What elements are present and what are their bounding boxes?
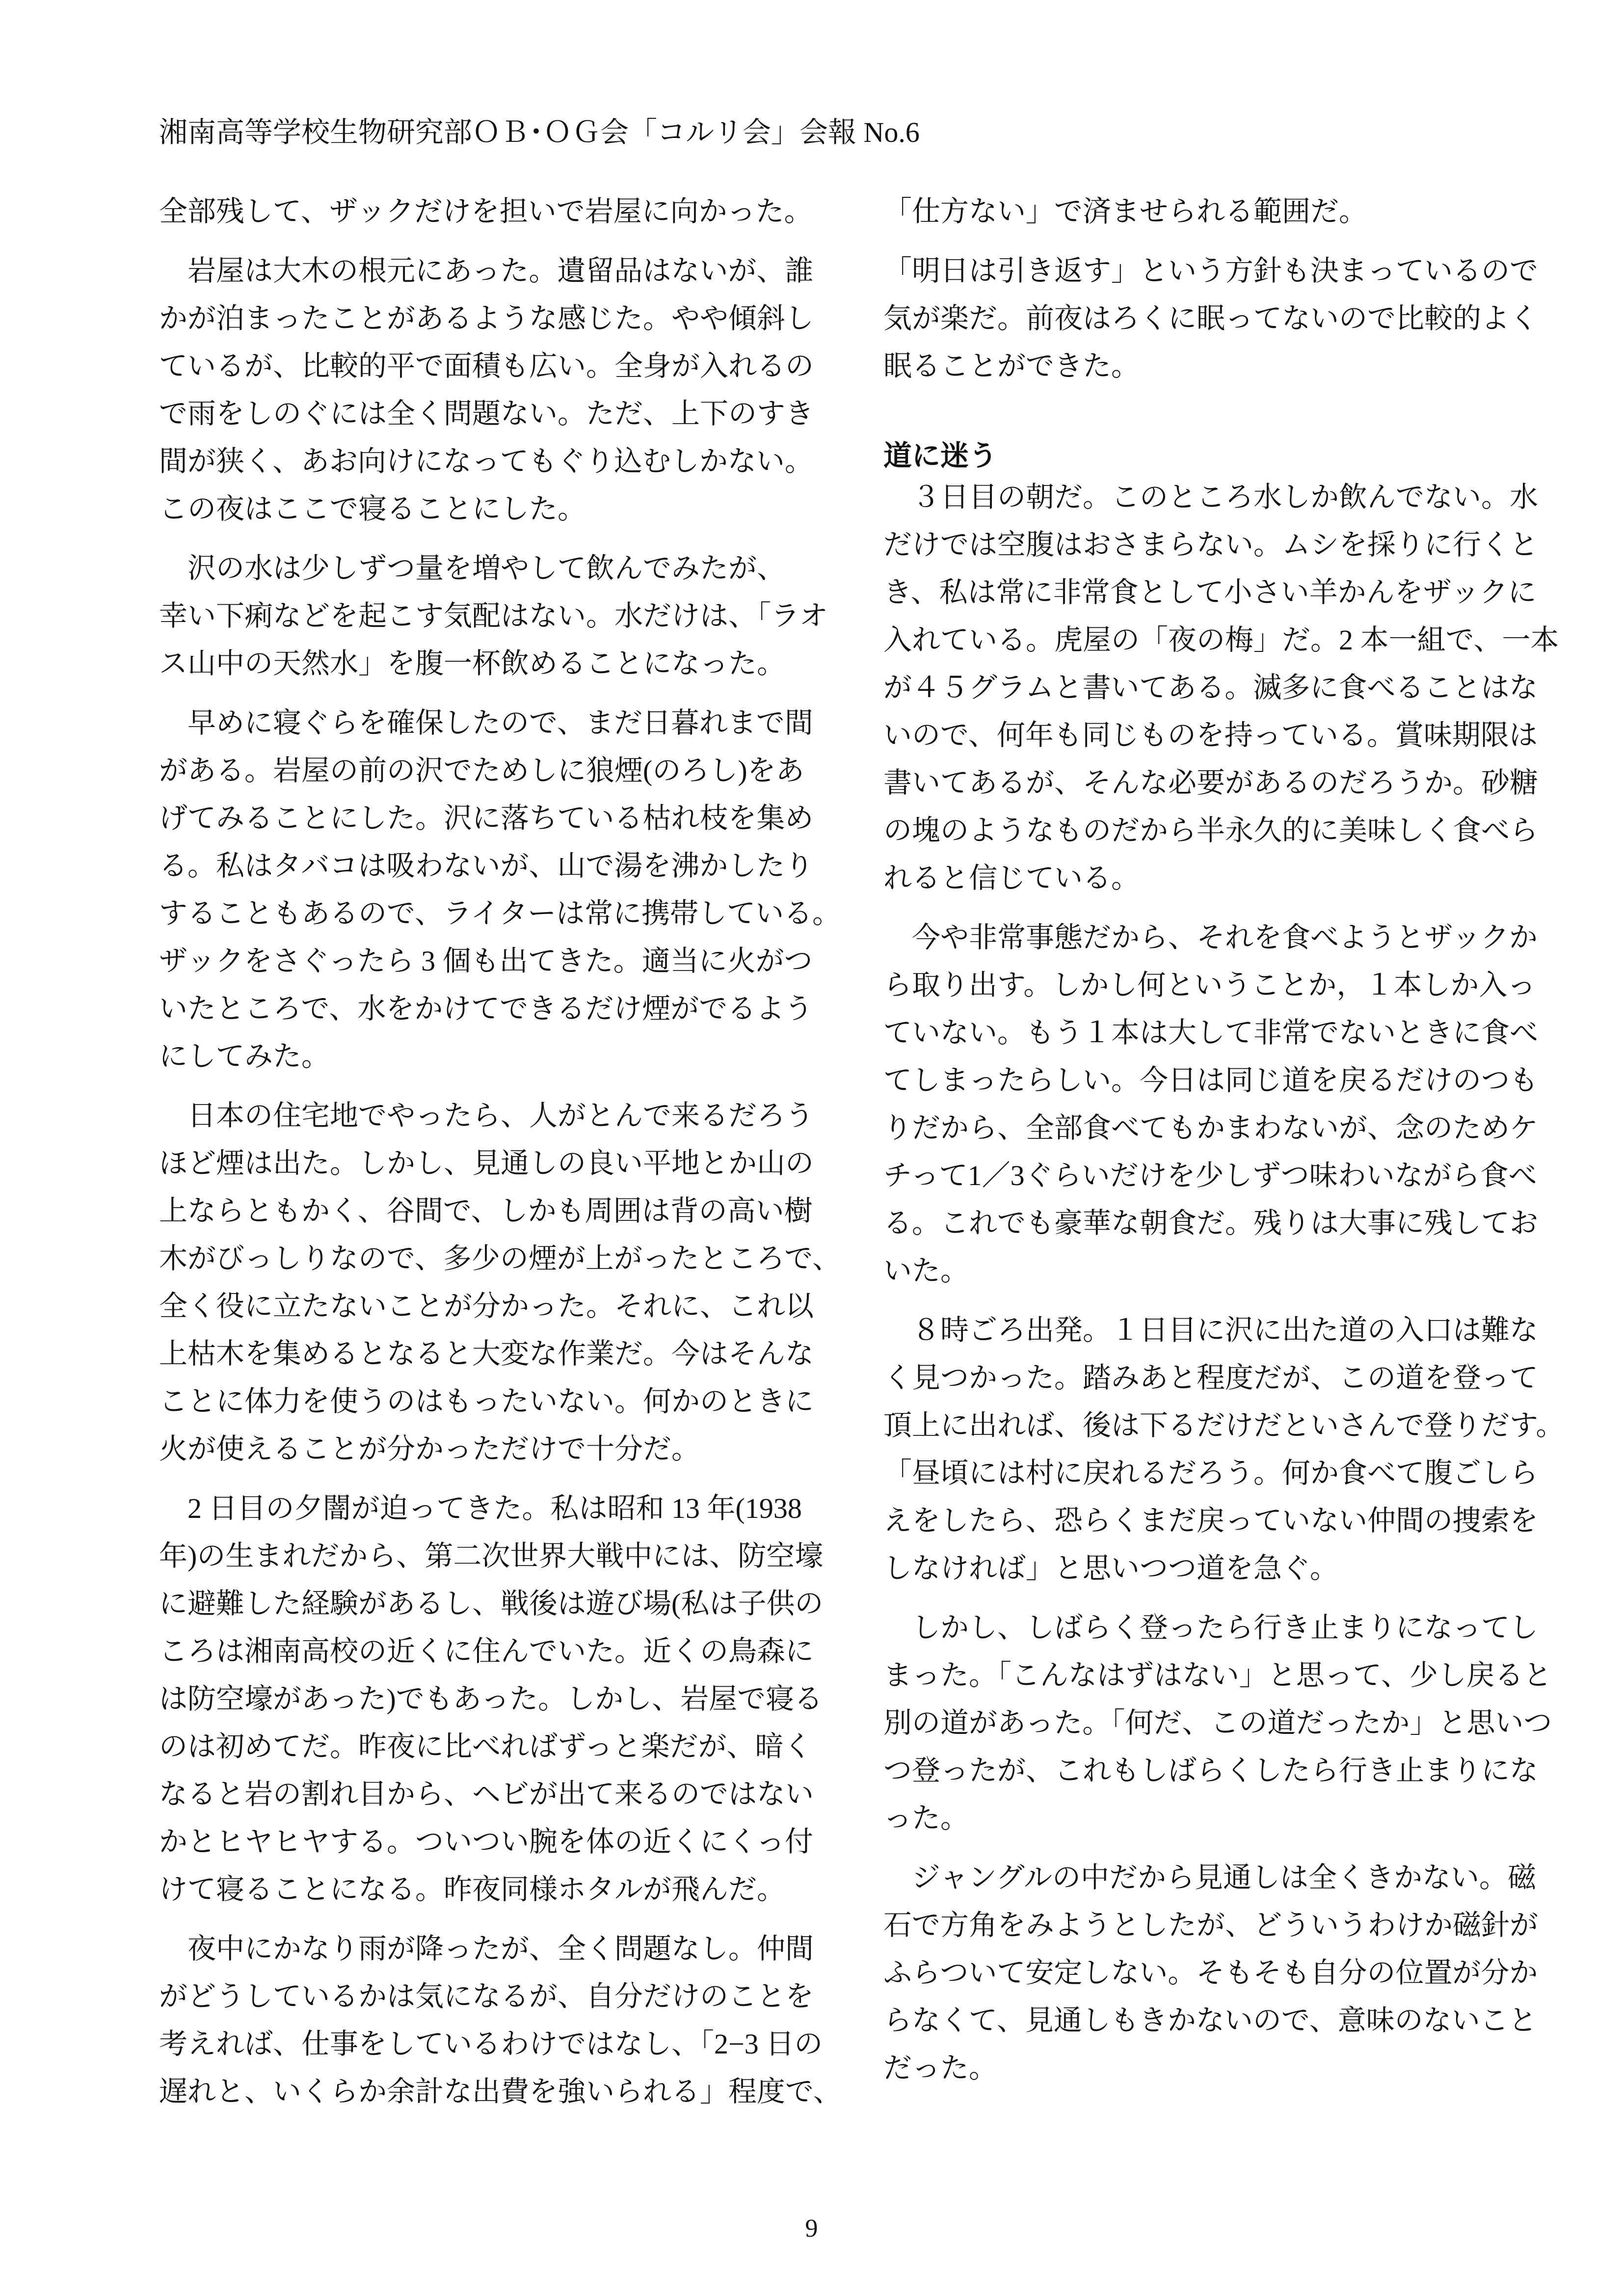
text-line: ているが、比較的平で面積も広い。全身が入れるの <box>159 350 814 382</box>
text-line: けて寝ることになる。昨夜同様ホタルが飛んだ。 <box>159 1873 786 1905</box>
paragraph <box>159 699 846 1080</box>
text-line: のは初めてだ。昨夜に比べればずっと楽だが、暗く <box>159 1730 812 1762</box>
text-line: 「明日は引き返す」という方針も決まっているので <box>883 255 1539 287</box>
text-line: の塊のようなものだから半永久的に美味しく食べら <box>883 814 1539 846</box>
text-line: えをしたら、恐らくまだ戻っていない仲間の捜索を <box>883 1505 1539 1537</box>
text-line: 遅れと、いくらか余計な出費を強いられる」程度で、 <box>159 2076 842 2107</box>
text-line: ら取り出す。しかし何ということか，１本しか入っ <box>883 969 1536 1001</box>
text-line: 木がびっしりなので、多少の煙が上がったところで、 <box>159 1243 841 1274</box>
text-line: き、私は常に非常食として小さい羊かんをザックに <box>883 576 1537 608</box>
paragraph <box>883 247 1570 390</box>
section-heading: 道に迷う <box>883 440 998 472</box>
text-line: 石で方角をみようとしたが、どういうわけか磁針が <box>883 1909 1539 1941</box>
text-line: がある。岩屋の前の沢でためしに狼煙(のろし)をあ <box>159 755 804 786</box>
text-line: に避難した経験があるし、戦後は遊び場(私は子供の <box>159 1588 824 1620</box>
text-line: 岩屋は大木の根元にあった。遺留品はないが、誰 <box>159 255 814 287</box>
text-line: かとヒヤヒヤする。ついつい腕を体の近くにくっ付 <box>159 1826 813 1858</box>
text-line: 入れている。虎屋の「夜の梅」だ。2 本一組で、一本 <box>883 624 1559 656</box>
text-line: しかし、しばらく登ったら行き止まりになってし <box>883 1612 1539 1644</box>
text-line: 今や非常事態だから、それを食べようとザックか <box>883 921 1538 953</box>
text-line: しなければ」と思いつつ道を急ぐ。 <box>883 1552 1338 1584</box>
paragraph <box>159 188 846 235</box>
text-line: 2 日目の夕闇が迫ってきた。私は昭和 13 年(1938 <box>159 1492 802 1524</box>
text-line: この夜はここで寝ることにした。 <box>159 493 586 525</box>
text-line: ていない。もう１本は大して非常でないときに食べ <box>883 1017 1539 1049</box>
text-line: く見つかった。踏みあと程度だが、この道を登って <box>883 1362 1539 1394</box>
text-line: げてみることにした。沢に落ちている枯れ枝を集め <box>159 802 814 834</box>
text-line: で雨をしのぐには全く問題ない。ただ、上下のすき <box>159 398 814 430</box>
text-line: れると信じている。 <box>883 862 1140 894</box>
text-line: 日本の住宅地でやったら、人がとんで来るだろう <box>159 1100 814 1132</box>
text-line: 書いてあるが、そんな必要があるのだろうか。砂糖 <box>883 767 1539 799</box>
page-number: 9 <box>805 2215 818 2242</box>
paragraph <box>883 473 1570 902</box>
text-line: ス山中の天然水」を腹一杯飲めることになった。 <box>159 648 786 679</box>
paragraph <box>159 544 846 687</box>
text-line: 「仕方ない」で済ませられる範囲だ。 <box>883 195 1368 227</box>
text-line: ことに体力を使うのはもったいない。何かのときに <box>159 1385 814 1417</box>
text-line: ほど煙は出た。しかし、見通しの良い平地とか山の <box>159 1147 814 1179</box>
text-line: いた。 <box>883 1255 969 1287</box>
text-line: 気が楽だ。前夜はろくに眠ってないので比較的よく <box>883 302 1539 334</box>
paragraph <box>883 1854 1570 2092</box>
text-line: らなくて、見通しもきかないので、意味のないこと <box>883 2004 1537 2036</box>
text-line: ３日目の朝だ。このところ水しか飲んでない。水 <box>883 481 1539 513</box>
paragraph <box>159 1092 846 1473</box>
text-line: ジャングルの中だから見通しは全くきかない。磁 <box>883 1862 1536 1893</box>
paragraph <box>883 1604 1570 1842</box>
right-column-top <box>883 188 1570 390</box>
text-line: にしてみた。 <box>159 1040 330 1072</box>
text-line: てしまったらしい。今日は同じ道を戻るだけのつも <box>883 1064 1539 1096</box>
text-line: 年)の生まれだから、第二次世界大戦中には、防空壕 <box>159 1540 824 1572</box>
text-line: いので、何年も同じものを持っている。賞味期限は <box>883 719 1538 751</box>
text-line: だった。 <box>883 2052 998 2084</box>
text-line: る。私はタバコは吸わないが、山で湯を沸かしたり <box>159 850 814 882</box>
paragraph <box>883 188 1570 235</box>
paragraph <box>159 1485 846 1913</box>
text-line: 火が使えることが分かっただけで十分だ。 <box>159 1433 700 1465</box>
text-line: ザックをさぐったら 3 個も出てきた。適当に火がつ <box>159 945 813 977</box>
text-line: まった。「こんなはずはない」と思って、少し戻ると <box>883 1659 1552 1691</box>
text-line: 頂上に出れば、後は下るだけだといさんで登りだす。 <box>883 1409 1565 1441</box>
paragraph <box>883 914 1570 1295</box>
text-line: なると岩の割れ目から、ヘビが出て来るのではない <box>159 1778 814 1810</box>
text-line: つ登ったが、これもしばらくしたら行き止まりにな <box>883 1755 1539 1786</box>
text-line: は防空壕があった)でもあった。しかし、岩屋で寝る <box>159 1683 823 1715</box>
paragraph <box>159 1925 846 2115</box>
newsletter-header: 湘南高等学校生物研究部ＯＢ･ＯＧ会「コルリ会」会報 No.6 <box>159 116 920 148</box>
right-column <box>883 188 1570 2092</box>
text-line: だけでは空腹はおさまらない。ムシを採りに行くと <box>883 529 1539 561</box>
text-line: ふらついて安定しない。そもそも自分の位置が分か <box>883 1957 1538 1989</box>
text-line: チって1／3ぐらいだけを少しずつ味わいながら食べ <box>883 1160 1537 1191</box>
left-column <box>159 188 846 2115</box>
text-line: 上枯木を集めるとなると大変な作業だ。今はそんな <box>159 1338 814 1370</box>
text-line: 間が狭く、あお向けになってもぐり込むしかない。 <box>159 445 813 477</box>
text-line: 「昼頃には村に戻れるだろう。何か食べて腹ごしら <box>883 1457 1539 1489</box>
right-column-section <box>883 473 1570 2092</box>
paragraph <box>883 1306 1570 1592</box>
text-line: ころは湘南高校の近くに住んでいた。近くの鳥森に <box>159 1635 814 1667</box>
paragraph <box>159 247 846 533</box>
text-line: 夜中にかなり雨が降ったが、全く問題なし。仲間 <box>159 1933 814 1965</box>
text-line: 眠ることができた。 <box>883 350 1140 382</box>
text-line: いたところで、水をかけてできるだけ煙がでるよう <box>159 993 813 1025</box>
text-line: 上ならともかく、谷間で、しかも周囲は背の高い樹 <box>159 1195 813 1227</box>
text-line: 沢の水は少しずつ量を増やして飲んでみたが、 <box>159 552 786 584</box>
text-line: することもあるので、ライターは常に携帯している。 <box>159 897 841 929</box>
text-line: 全部残して、ザックだけを担いで岩屋に向かった。 <box>159 195 813 227</box>
text-line: りだから、全部食べてもかまわないが、念のためケ <box>883 1112 1539 1144</box>
text-line: 早めに寝ぐらを確保したので、まだ日暮れまで間 <box>159 707 813 739</box>
text-line: る。これでも豪華な朝食だ。残りは大事に残してお <box>883 1207 1539 1239</box>
text-line: 全く役に立たないことが分かった。それに、これ以 <box>159 1290 814 1322</box>
text-line: 幸い下痢などを起こす気配はない。水だけは、「ラオ <box>159 600 828 632</box>
text-line: った。 <box>883 1802 969 1834</box>
text-line: 考えれば、仕事をしているわけではなし、「2−3 日の <box>159 2028 823 2060</box>
text-line: ８時ごろ出発。１日目に沢に出た道の入口は難な <box>883 1314 1539 1346</box>
text-line: かが泊まったことがあるような感じた。やや傾斜し <box>159 302 814 334</box>
text-line: 別の道があった。「何だ、この道だったか」と思いつ <box>883 1707 1552 1739</box>
text-line: が４５グラムと書いてある。滅多に食べることはな <box>883 672 1538 703</box>
text-line: がどうしているかは気になるが、自分だけのことを <box>159 1980 814 2012</box>
